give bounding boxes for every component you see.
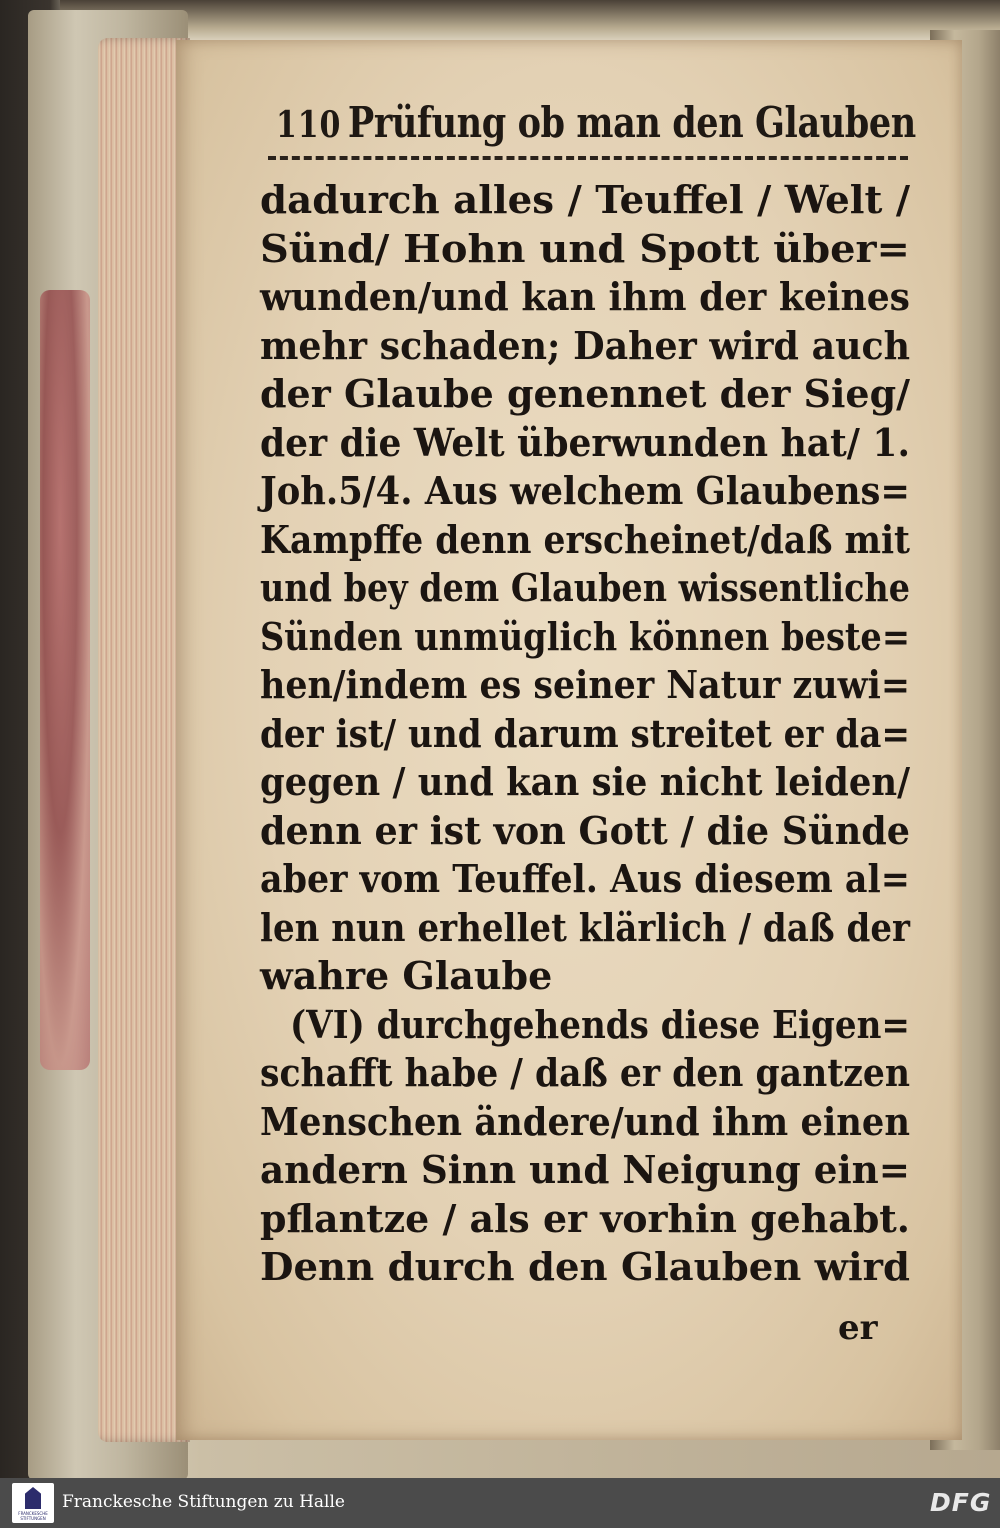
text-line: pflantze / als er vorhin gehabt. <box>260 1195 910 1241</box>
logo-caption: FRANCKESCHE STIFTUNGEN <box>18 1511 48 1521</box>
dfg-logo[interactable]: DFG <box>930 1488 992 1517</box>
page-text <box>260 176 910 1292</box>
text-line: wunden/und kan ihm der keines <box>260 274 910 319</box>
book-top-edge <box>60 0 1000 40</box>
text-line: schafft habe / daß er den gantzen <box>260 1050 910 1095</box>
text-line: der Glaube genennet der Sieg/ <box>260 371 910 416</box>
building-icon <box>25 1487 41 1509</box>
text-line: gegen / und kan sie nicht leiden/ <box>260 759 910 804</box>
institution-logo-icon[interactable] <box>12 1483 54 1523</box>
text-line: Kampffe denn erscheinet/daß mit <box>260 516 910 562</box>
text-line: len nun erhellet klärlich / daß der <box>260 904 910 950</box>
text-line: mehr schaden; Daher wird auch <box>260 322 910 368</box>
text-line: der ist/ und darum streitet er da= <box>260 710 910 756</box>
book-page <box>176 40 962 1440</box>
text-line: Joh.5/4. Aus welchem Glaubens= <box>260 468 910 513</box>
text-line: Sünd/ Hohn und Spott über= <box>260 225 910 271</box>
page-header <box>276 98 916 158</box>
text-line: denn er ist von Gott / die Sünde <box>260 807 910 853</box>
text-line: Sünden unmüglich können beste= <box>260 613 910 659</box>
text-line: wahre Glaube <box>260 953 553 998</box>
text-line: Denn durch den Glauben wird <box>260 1244 910 1289</box>
text-line: und bey dem Glauben wissentliche <box>260 565 910 610</box>
viewer-footer <box>0 1478 1000 1528</box>
institution-name: Franckesche Stiftungen zu Halle <box>62 1492 345 1512</box>
text-line: Menschen ändere/und ihm einen <box>260 1098 910 1144</box>
catchword: er <box>838 1308 878 1348</box>
header-rule <box>268 156 908 160</box>
text-line: der die Welt überwunden hat/ 1. <box>260 419 910 465</box>
text-line: andern Sinn und Neigung ein= <box>260 1147 910 1192</box>
running-head: Prüfung ob man den Glauben <box>347 98 916 147</box>
text-line: hen/indem es seiner Natur zuwi= <box>260 662 910 707</box>
text-line: aber vom Teuffel. Aus diesem al= <box>260 856 910 901</box>
text-line: dadurch alles / Teuffel / Welt / <box>260 177 910 222</box>
text-line: (VI) durchgehends diese Eigen= <box>290 1001 910 1047</box>
marbled-endpaper <box>40 290 90 1070</box>
page-number: 110 <box>276 104 342 146</box>
